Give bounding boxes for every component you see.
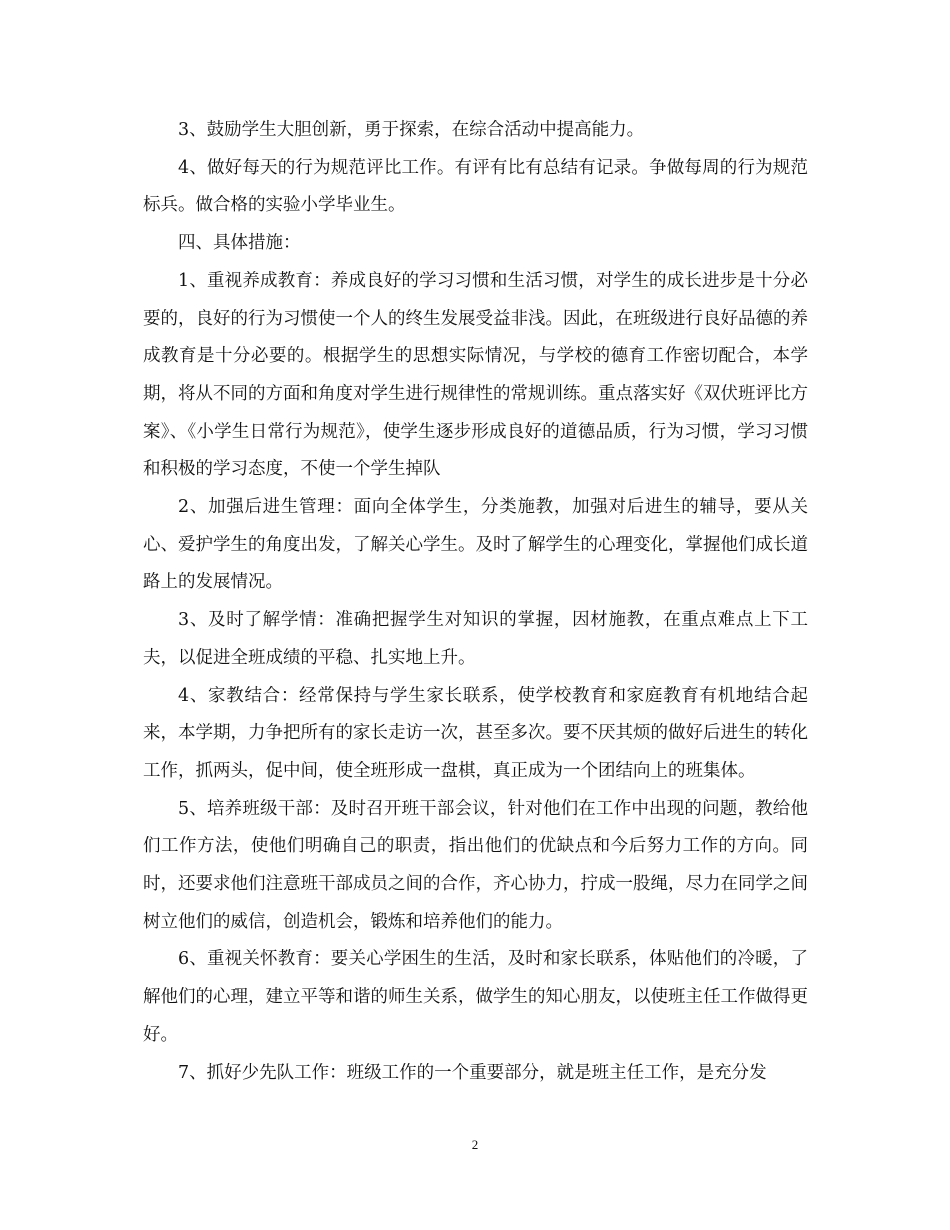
paragraph-measure-7: 7、抓好少先队工作：班级工作的一个重要部分，就是班主任工作，是充分发	[178, 1062, 767, 1083]
paragraph-goal-3: 3、鼓励学生大胆创新，勇于探索，在综合活动中提高能力。	[178, 120, 645, 140]
paragraph-goal-4: 4、做好每天的行为规范评比工作。有评有比有总结有记录。争做每周的行为规范标兵。做合格的实验小学毕业生。	[143, 157, 808, 216]
document-body	[143, 112, 808, 1092]
paragraph-measure-2: 2、加强后进生管理：面向全体学生，分类施教，加强对后进生的辅导，要从关心、爱护学生的角度出发，了解关心学生。及时了解学生的心理变化，掌握他们成长道路上的发展情况。	[143, 497, 808, 593]
paragraph-measure-3: 3、及时了解学情：准确把握学生对知识的掌握，因材施教，在重点难点上下工夫，以促进全班成绩的平稳、扎实地上升。	[143, 610, 808, 668]
paragraph-measure-1: 1、重视养成教育：养成良好的学习习惯和生活习惯，对学生的成长进步是十分必要的，良好的行为习惯使一个人的终生发展受益非浅。因此，在班级进行良好品德的养成教育是十分必要的。根据学生的思想实际情况，与学校的德育工作密切配合，本学期，将从不同的方面和角度对学生进行规律性的常规训练。重点落实好《双伏班评比方案》、《小学生日常行为规范》，使学生逐步形成良好的道德品质，行为习惯，学习习惯和积极的学习态度，不使一个学生掉队	[143, 270, 808, 480]
paragraph-measure-4: 4、家教结合：经常保持与学生家长联系，使学校教育和家庭教育有机地结合起来，本学期，力争把所有的家长走访一次，甚至多次。要不厌其烦的做好后进生的转化工作，抓两头，促中间，使全班形成一盘棋，真正成为一个团结向上的班集体。	[143, 685, 808, 781]
paragraph-measure-5: 5、培养班级干部：及时召开班干部会议，针对他们在工作中出现的问题，教给他们工作方法，使他们明确自己的职责，指出他们的优缺点和今后努力工作的方向。同时，还要求他们注意班干部成员之间的合作，齐心协力，拧成一股绳，尽力在同学之间树立他们的威信，创造机会，锻炼和培养他们的能力。	[143, 798, 808, 932]
page-number: 2	[471, 1137, 479, 1152]
paragraph-measure-6: 6、重视关怀教育：要关心学困生的生活，及时和家长联系，体贴他们的冷暖，了解他们的心理，建立平等和谐的师生关系，做学生的知心朋友，以使班主任工作做得更好。	[143, 949, 808, 1045]
section-heading-measures: 四、具体措施：	[178, 233, 301, 254]
